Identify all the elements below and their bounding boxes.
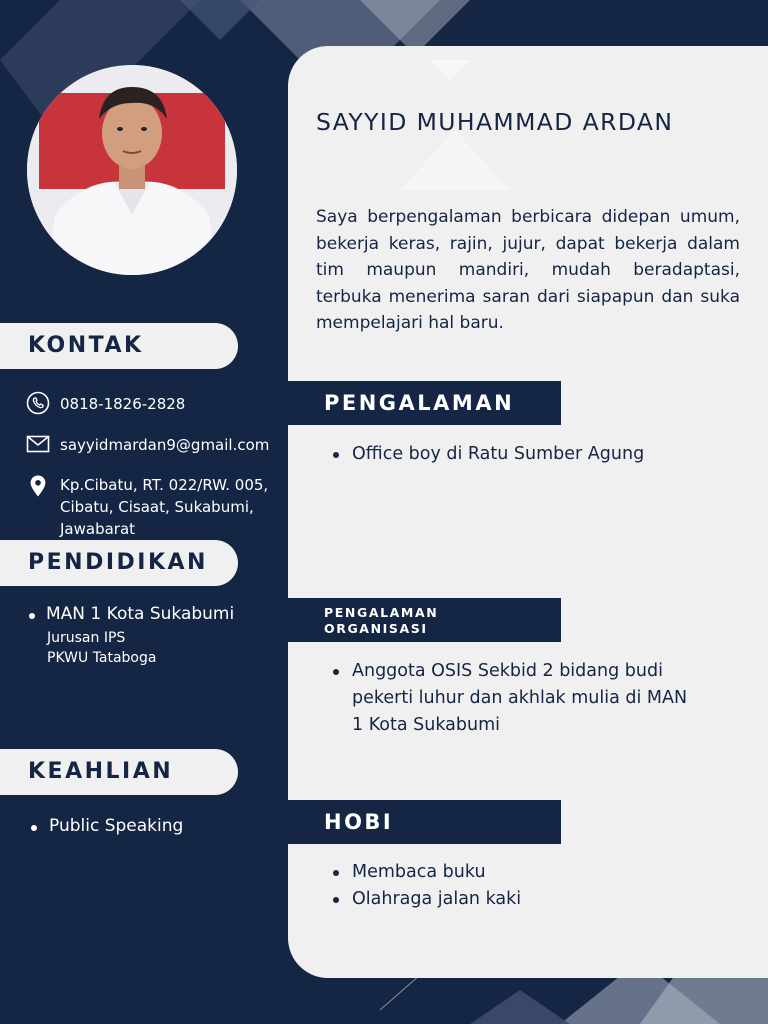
skill-item: Public Speaking bbox=[49, 816, 184, 836]
address-line-1: Kp.Cibatu, RT. 022/RW. 005, bbox=[60, 476, 269, 494]
organization-list bbox=[330, 658, 687, 739]
profile-summary: Saya berpengalaman berbicara didepan umum, bekerja keras, rajin, jujur, dapat bekerja dalam tim maupun mandiri, mudah beradaptasi, terbuka menerima saran dari siapapun dan suka mempelajari hal baru. bbox=[316, 207, 740, 333]
hobbies-heading: HOBI bbox=[288, 800, 561, 844]
mail-icon bbox=[26, 432, 50, 456]
organization-heading bbox=[288, 598, 561, 642]
profile-photo bbox=[27, 65, 237, 275]
address-line-2: Cibatu, Cisaat, Sukabumi, bbox=[60, 498, 254, 516]
email-address: sayyidmardan9@gmail.com bbox=[60, 436, 270, 454]
skills-heading: KEAHLIAN bbox=[0, 749, 238, 795]
skill-bullet bbox=[31, 825, 37, 831]
location-pin-icon bbox=[26, 474, 50, 498]
phone-number: 0818-1826-2828 bbox=[60, 395, 186, 413]
organization-item-line-1: Anggota OSIS Sekbid 2 bidang budi bbox=[330, 658, 687, 685]
person-name: SAYYID MUHAMMAD ARDAN bbox=[316, 108, 674, 136]
organization-item-line-2: pekerti luhur dan akhlak mulia di MAN bbox=[352, 688, 688, 708]
avatar bbox=[27, 65, 237, 275]
phone-icon bbox=[26, 391, 50, 415]
contact-heading: KONTAK bbox=[0, 323, 238, 369]
hobbies-list bbox=[330, 859, 521, 913]
education-heading: PENDIDIKAN bbox=[0, 540, 238, 586]
experience-heading: PENGALAMAN bbox=[288, 381, 561, 425]
hobby-item: Olahraga jalan kaki bbox=[330, 886, 521, 913]
experience-item: Office boy di Ratu Sumber Agung bbox=[330, 441, 644, 468]
education-subject: PKWU Tataboga bbox=[47, 650, 157, 666]
organization-item-line-3: 1 Kota Sukabumi bbox=[352, 715, 501, 735]
organization-heading-line-1: PENGALAMAN bbox=[324, 605, 439, 620]
education-bullet bbox=[29, 613, 35, 619]
address-line-3: Jawabarat bbox=[60, 520, 136, 538]
organization-heading-line-2: ORGANISASI bbox=[324, 621, 428, 636]
experience-list bbox=[330, 441, 644, 468]
education-major: Jurusan IPS bbox=[47, 630, 126, 646]
hobby-item: Membaca buku bbox=[330, 859, 521, 886]
education-school: MAN 1 Kota Sukabumi bbox=[46, 604, 235, 624]
